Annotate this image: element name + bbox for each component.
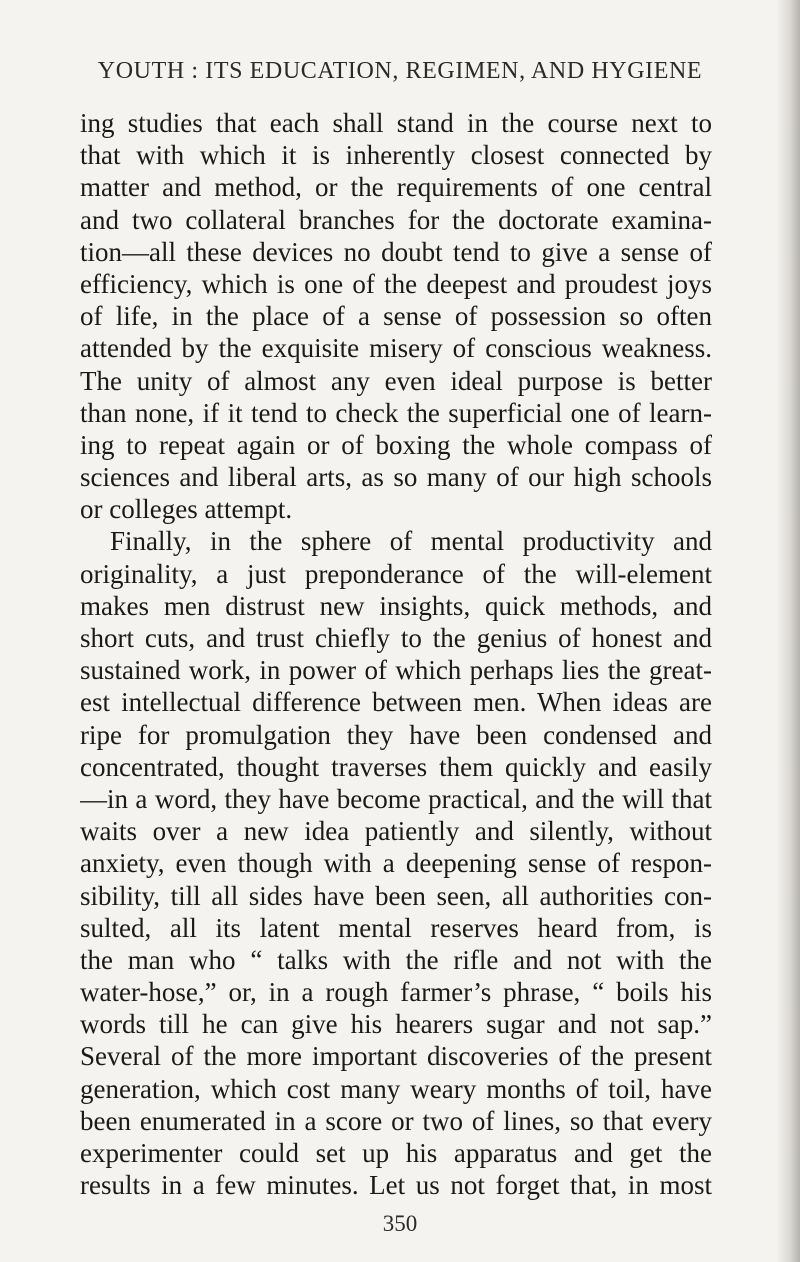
text-line: sulted, all its latent mental reserves heard from, is [80,912,712,943]
text-line: makes men distrust new insights, quick methods, and [80,590,712,621]
text-line: sustained work, in power of which perhaps lies the great- [80,655,712,686]
text-line: ing studies that each shall stand in the course next to [80,108,712,138]
text-line: est intellectual difference between men. When ideas are [80,687,712,718]
text-line: that with which it is inherently closest connected by [80,140,712,171]
text-line: ripe for promulgation they have been condensed and [80,719,712,750]
text-line: Finally, in the sphere of mental productivity and [110,526,712,557]
text-line: experimenter could set up his apparatus and get the [80,1138,712,1168]
text-line: concentrated, thought traverses them quickly and easily [80,751,712,782]
text-line: water-hose,” or, in a rough farmer’s phrase, “ boils his [80,977,712,1008]
text-line: efficiency, which is one of the deepest and proudest joys [80,268,712,299]
page-edge-shadow [776,0,800,1262]
text-line: of life, in the place of a sense of possession so often [80,301,712,332]
text-line: matter and method, or the requirements of one central [80,172,712,203]
text-line: The unity of almost any even ideal purpose is better [80,365,712,396]
running-head: YOUTH : ITS EDUCATION, REGIMEN, AND HYGIENE [97,58,703,84]
text-line: —in a word, they have become practical, and the will that [80,783,712,814]
text-line: short cuts, and trust chiefly to the genius of honest and [80,623,712,653]
text-line: anxiety, even though with a deepening sense of respon- [80,848,712,879]
text-line: generation, which cost many weary months of toil, have [80,1073,712,1104]
text-line: than none, if it tend to check the superficial one of learn- [80,397,712,428]
text-line: originality, a just preponderance of the will-element [80,558,712,589]
text-line: Several of the more important discoveries of the present [80,1041,712,1072]
text-line: waits over a new idea patiently and silently, without [80,816,712,847]
text-line: sibility, till all sides have been seen, all authorities con- [80,880,712,911]
text-line: words till he can give his hearers sugar and not sap.” [80,1009,712,1040]
page-number: 350 [382,1211,418,1236]
text-line: sciences and liberal arts, as so many of our high schools [80,462,712,493]
body-text [80,107,712,1201]
text-line: the man who “ talks with the rifle and not with the [80,944,712,975]
text-line: tion—all these devices no doubt tend to give a sense of [80,236,712,267]
text-line: results in a few minutes. Let us not forget that, in most [80,1170,712,1201]
text-line: and two collateral branches for the doctorate examina- [80,204,712,235]
text-line: been enumerated in a score or two of lines, so that every [80,1105,712,1136]
text-line: attended by the exquisite misery of conscious weakness. [80,333,712,364]
text-line: or colleges attempt. [80,494,293,525]
text-line: ing to repeat again or of boxing the whole compass of [80,429,712,460]
